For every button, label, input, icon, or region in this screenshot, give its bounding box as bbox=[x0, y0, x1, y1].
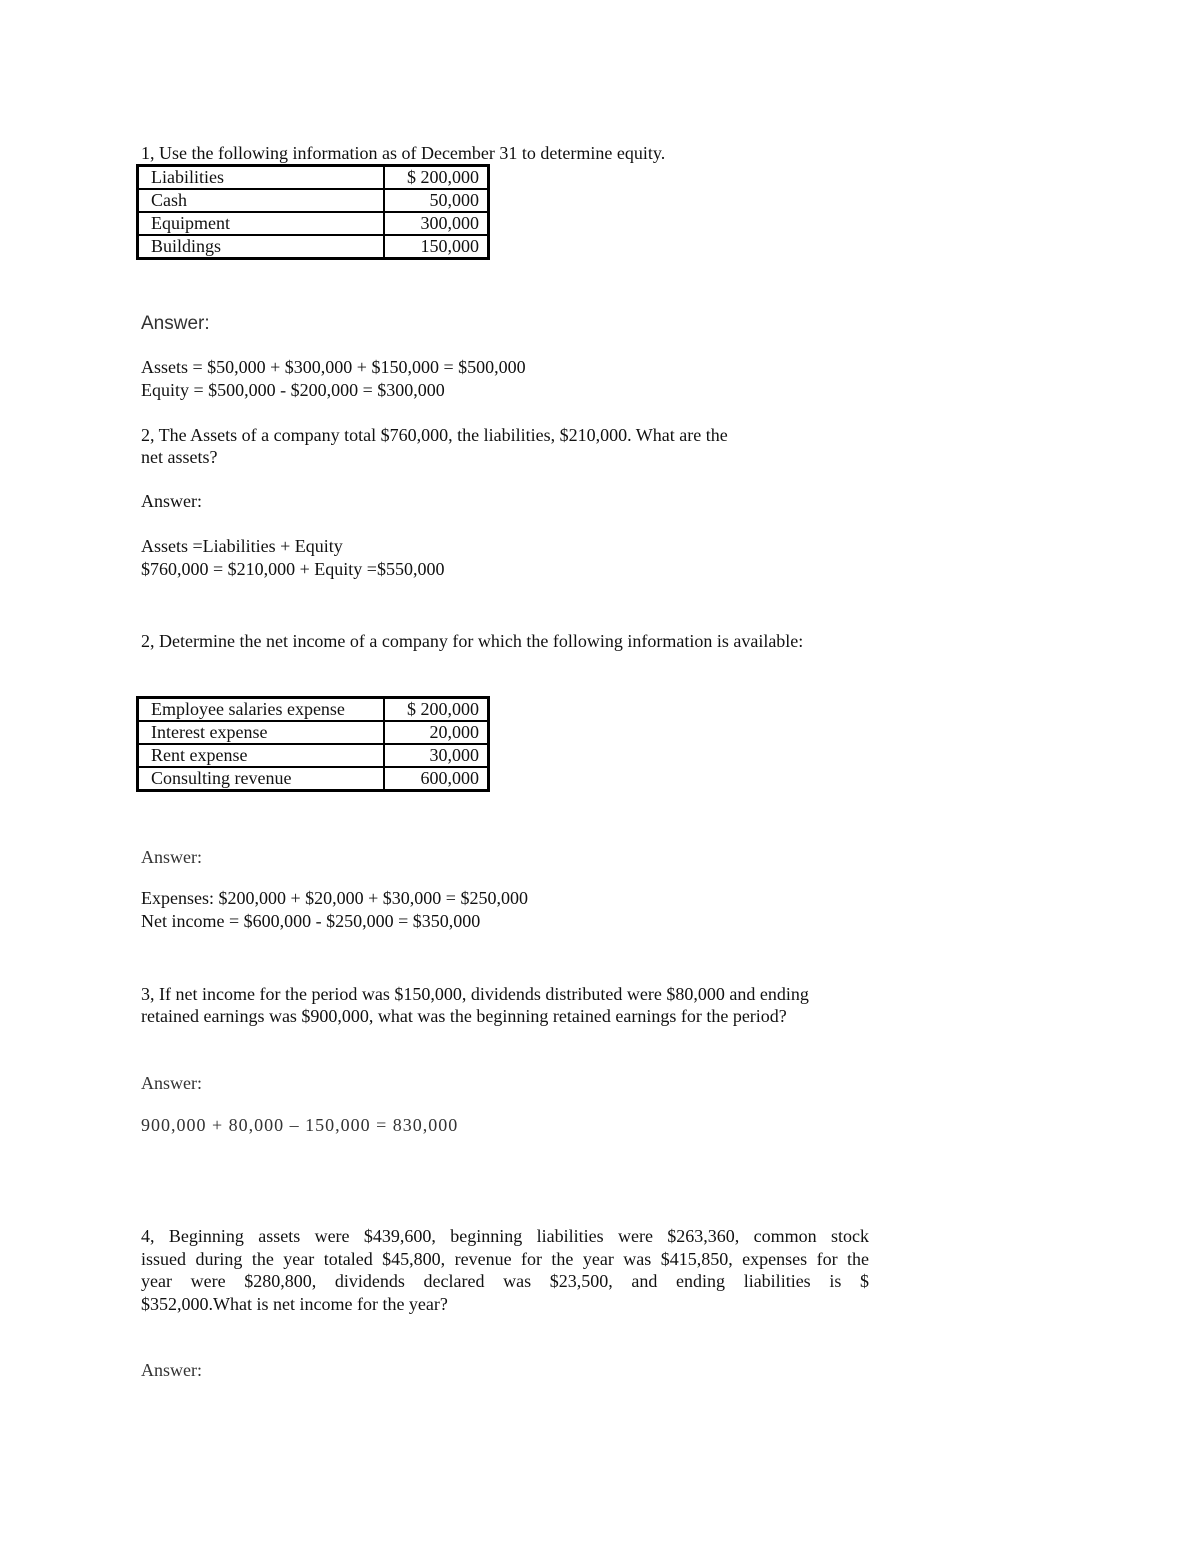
q2-answer-label: Answer: bbox=[141, 491, 202, 511]
table-cell-amount: 150,000 bbox=[384, 235, 489, 259]
q3-prompt-line: 3, If net income for the period was $150,000, dividends distributed were $80,000 and ending bbox=[141, 984, 809, 1004]
q1-table bbox=[136, 164, 490, 260]
table-row bbox=[138, 166, 489, 190]
table-cell-label: Interest expense bbox=[138, 721, 385, 744]
table-row bbox=[138, 212, 489, 235]
q3-answer: 900,000 + 80,000 – 150,000 = 830,000 bbox=[141, 1115, 459, 1135]
q2b-answer-label: Answer: bbox=[141, 847, 202, 867]
q2b-prompt: 2, Determine the net income of a company for which the following information is available: bbox=[141, 631, 804, 651]
q2-prompt-line: 2, The Assets of a company total $760,000, the liabilities, $210,000. What are the bbox=[141, 425, 728, 445]
q2-answer-line: Assets =Liabilities + Equity bbox=[141, 536, 343, 556]
table-cell-amount: $ 200,000 bbox=[384, 698, 489, 722]
q3-answer-label: Answer: bbox=[141, 1073, 202, 1093]
q2b-answer-line: Net income = $600,000 - $250,000 = $350,000 bbox=[141, 911, 481, 931]
table-row bbox=[138, 744, 489, 767]
q1-answer-label: Answer: bbox=[141, 313, 210, 334]
table-cell-label: Equipment bbox=[138, 212, 385, 235]
q3-prompt-line: retained earnings was $900,000, what was the beginning retained earnings for the period? bbox=[141, 1006, 787, 1026]
q4-prompt-line: issued during the year totaled $45,800, revenue for the year was $415,850, expenses for the bbox=[141, 1248, 869, 1269]
table-cell-amount: 300,000 bbox=[384, 212, 489, 235]
q2-prompt-line: net assets? bbox=[141, 447, 218, 467]
table-cell-label: Cash bbox=[138, 189, 385, 212]
q4-prompt-line: $352,000.What is net income for the year? bbox=[141, 1293, 448, 1314]
q1-answer-line: Equity = $500,000 - $200,000 = $300,000 bbox=[141, 380, 445, 400]
table-cell-amount: 20,000 bbox=[384, 721, 489, 744]
table-cell-label: Consulting revenue bbox=[138, 767, 385, 791]
table-cell-amount: $ 200,000 bbox=[384, 166, 489, 190]
table-row bbox=[138, 189, 489, 212]
q4-prompt-line: year were $280,800, dividends declared was $23,500, and ending liabilities is $ bbox=[141, 1271, 869, 1291]
table-row bbox=[138, 235, 489, 259]
table-cell-amount: 30,000 bbox=[384, 744, 489, 767]
q2b-answer-line: Expenses: $200,000 + $20,000 + $30,000 = $250,000 bbox=[141, 888, 528, 908]
table-row bbox=[138, 721, 489, 744]
table-row bbox=[138, 767, 489, 791]
q4-prompt bbox=[141, 1225, 869, 1315]
q1-prompt: 1, Use the following information as of December 31 to determine equity. bbox=[141, 143, 666, 163]
table-cell-label: Rent expense bbox=[138, 744, 385, 767]
table-cell-label: Employee salaries expense bbox=[138, 698, 385, 722]
table-cell-label: Buildings bbox=[138, 235, 385, 259]
table-row bbox=[138, 698, 489, 722]
q1-answer-line: Assets = $50,000 + $300,000 + $150,000 = $500,000 bbox=[141, 357, 526, 377]
q2-answer-line: $760,000 = $210,000 + Equity =$550,000 bbox=[141, 559, 445, 579]
q2b-table bbox=[136, 696, 490, 792]
table-cell-amount: 50,000 bbox=[384, 189, 489, 212]
q4-prompt-line: 4, Beginning assets were $439,600, beginning liabilities were $263,360, common stock bbox=[141, 1226, 869, 1246]
q4-answer-label: Answer: bbox=[141, 1360, 202, 1380]
table-cell-label: Liabilities bbox=[138, 166, 385, 190]
table-cell-amount: 600,000 bbox=[384, 767, 489, 791]
